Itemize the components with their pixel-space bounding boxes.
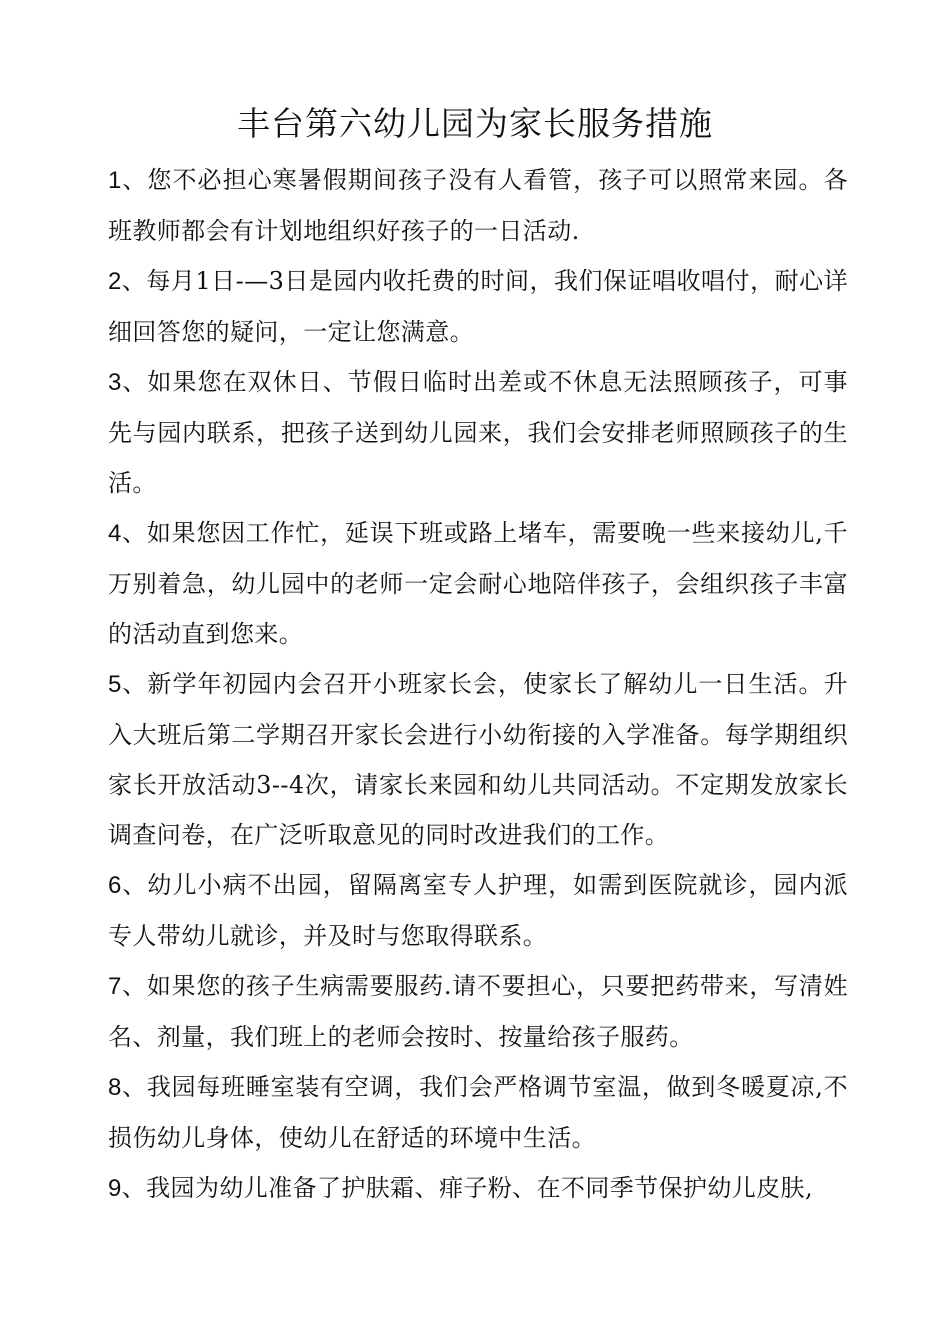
paragraph-number: 3 (108, 369, 122, 396)
paragraph-number: 6 (108, 872, 122, 899)
paragraph-text: 、如果您在双休日、节假日临时出差或不休息无法照顾孩子，可事先与园内联系，把孩子送到幼儿园来，我们会安排老师照顾孩子的生活。 (108, 368, 848, 497)
document-title: 丰台第六幼儿园为家长服务措施 (237, 104, 713, 143)
paragraph-text: 、每月1日-—3日是园内收托费的时间，我们保证唱收唱付，耐心详细回答您的疑问，一定让您满意。 (108, 267, 848, 346)
paragraph-3 (108, 357, 848, 508)
paragraph-number: 2 (108, 268, 122, 295)
paragraph-5 (108, 659, 848, 860)
paragraph-2 (108, 256, 848, 357)
paragraph-text: 、如果您的孩子生病需要服药.请不要担心，只要把药带来，写清姓名、剂量，我们班上的老师会按时、按量给孩子服药。 (108, 972, 848, 1051)
paragraph-text: 、幼儿小病不出园，留隔离室专人护理，如需到医院就诊，园内派专人带幼儿就诊，并及时与您取得联系。 (108, 871, 848, 950)
paragraph-4 (108, 508, 848, 659)
paragraph-text: 、如果您因工作忙，延误下班或路上堵车，需要晚一些来接幼儿,千万别着急，幼儿园中的老师一定会耐心地陪伴孩子，会组织孩子丰富的活动直到您来。 (108, 519, 848, 648)
paragraph-number: 5 (108, 671, 122, 698)
paragraph-text: 、我园为幼儿准备了护肤霜、痱子粉、在不同季节保护幼儿皮肤, (121, 1174, 813, 1202)
paragraph-number: 7 (108, 973, 122, 1000)
paragraph-7 (108, 961, 848, 1062)
paragraph-text: 、新学年初园内会召开小班家长会，使家长了解幼儿一日生活。升入大班后第二学期召开家长会进行小幼衔接的入学准备。每学期组织家长开放活动3--4次，请家长来园和幼儿共同活动。不定期发放家长调查问卷，在广泛听取意见的同时改进我们的工作。 (108, 670, 848, 849)
paragraph-number: 8 (108, 1074, 122, 1101)
paragraph-1 (108, 155, 848, 256)
paragraph-number: 4 (108, 520, 122, 547)
paragraph-number: 1 (108, 167, 122, 194)
paragraph-6 (108, 860, 848, 961)
paragraph-number: 9 (108, 1175, 122, 1202)
paragraph-text: 、您不必担心寒暑假期间孩子没有人看管，孩子可以照常来园。各班教师都会有计划地组织好孩子的一日活动. (108, 166, 848, 245)
document-body (108, 155, 848, 1214)
paragraph-text: 、我园每班睡室装有空调，我们会严格调节室温，做到冬暖夏凉,不损伤幼儿身体，使幼儿在舒适的环境中生活。 (108, 1073, 848, 1152)
paragraph-8 (108, 1062, 848, 1163)
paragraph-9 (108, 1163, 848, 1214)
